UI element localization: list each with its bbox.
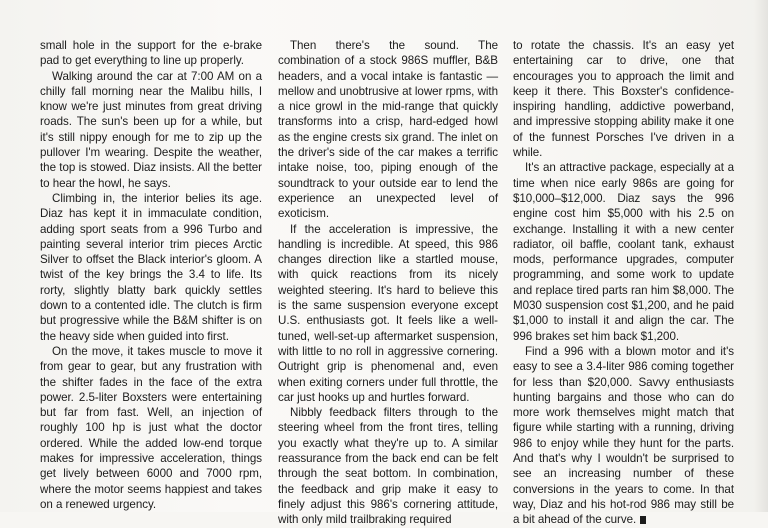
paragraph-final [513,344,734,528]
paragraph: Walking around the car at 7:00 AM on a chilly fall morning near the Malibu hills, I know we're just minutes from great driving roads. The sun's been up for a while, but it's still nippy enough for me to zip up the pullover I'm wearing. Despite the weather, the top is stowed. Diaz insists. All the better to hear the howl, he says. [40,69,262,190]
paragraph: Nibbly feedback filters through to the steering wheel from the front tires, telling you exactly what they're up to. A similar reassurance from the back end can be felt through the seat bottom. In combination, the feedback and grip make it easy to finely adjust this 986's cornering attitude, with only mild trailbraking required [278,406,498,527]
article-column-1 [40,38,262,512]
paragraph: Climbing in, the interior belies its age. Diaz has kept it in immaculate condition, adding sport seats from a 996 Turbo and painting several interior trim pieces Arctic Silver to offset the Black interior's gloom. A twist of the key brings the 3.4 to life. Its rorty, slightly blatty bark quickly settles down to a contented idle. The clutch is firm but progressive while the B&M shifter is on the heavy side when guided into first. [40,191,262,343]
paragraph: It's an attractive package, especially at a time when nice early 986s are going for $10,000–$12,000. Diaz says the 996 engine cost him $5,000 with his 2.5 on exchange. Installing it with a new center radiator, oil baffle, coolant tank, exhaust mods, performance upgrades, computer programming, and some work to update and replace tired parts ran him $8,000. The M030 suspension cost $1,200, and he paid $1,000 to install it and align the car. The 996 brakes set him back $1,200. [513,161,734,343]
page-gutter-shadow [754,0,768,512]
article-column-2 [278,38,498,528]
paragraph-final-text: Find a 996 with a blown motor and it's easy to see a 3.4-liter 986 coming together for less than $20,000. Savvy enthusiasts hunting bargains and those who can do more work themselves might match that figure while starting with a running, driving 986 to enjoy while they hunt for the parts. And that's why I wouldn't be surprised to see an increasing number of these conversions in the years to come. In that way, Diaz and his hot-rod 986 may still be a bit ahead of the curve. [513,344,734,527]
paragraph: If the acceleration is impressive, the handling is incredible. At speed, this 986 changes direction like a startled mouse, with quick reactions from its nicely weighted steering. It's hard to believe this is the same suspension everyone except U.S. enthusiasts got. It feels like a well-tuned, well-set-up aftermarket suspension, with little to no roll in aggressive cornering. Outright grip is phenomenal and, even when exiting corners under full throttle, the car just hooks up and hurtles forward. [278,222,498,404]
article-column-3 [513,38,734,528]
paragraph: Then there's the sound. The combination of a stock 986S muffler, B&B headers, and a vocal intake is fantastic — mellow and unobtrusive at lower rpms, with a nice growl in the mid-range that quickly transforms into a crisp, hard-edged howl as the engine crests six grand. The inlet on the driver's side of the car makes a terrific intake noise, too, piping enough of the soundtrack to your outside ear to lend the experience an unexpected level of exoticism. [278,39,498,221]
paragraph: On the move, it takes muscle to move it from gear to gear, but any frustration with the shifter fades in the face of the extra power. 2.5-liter Boxsters were entertaining but far from fast. Well, an injection of roughly 100 hp is just what the doctor ordered. While the added low-end torque makes for impressive acceleration, things get lively between 6000 and 7000 rpm, where the motor seems happiest and takes on a renewed urgency. [40,344,262,511]
paragraph: small hole in the support for the e-brake pad to get everything to line up properly. [40,39,262,68]
end-of-article-icon [640,516,646,524]
paragraph: to rotate the chassis. It's an easy yet entertaining car to drive, one that encourages you to approach the limit and keep it there. This Boxster's confidence-inspiring handling, addictive powerband, and impressive stopping ability make it one of the funnest Porsches I've driven in a while. [513,39,734,160]
